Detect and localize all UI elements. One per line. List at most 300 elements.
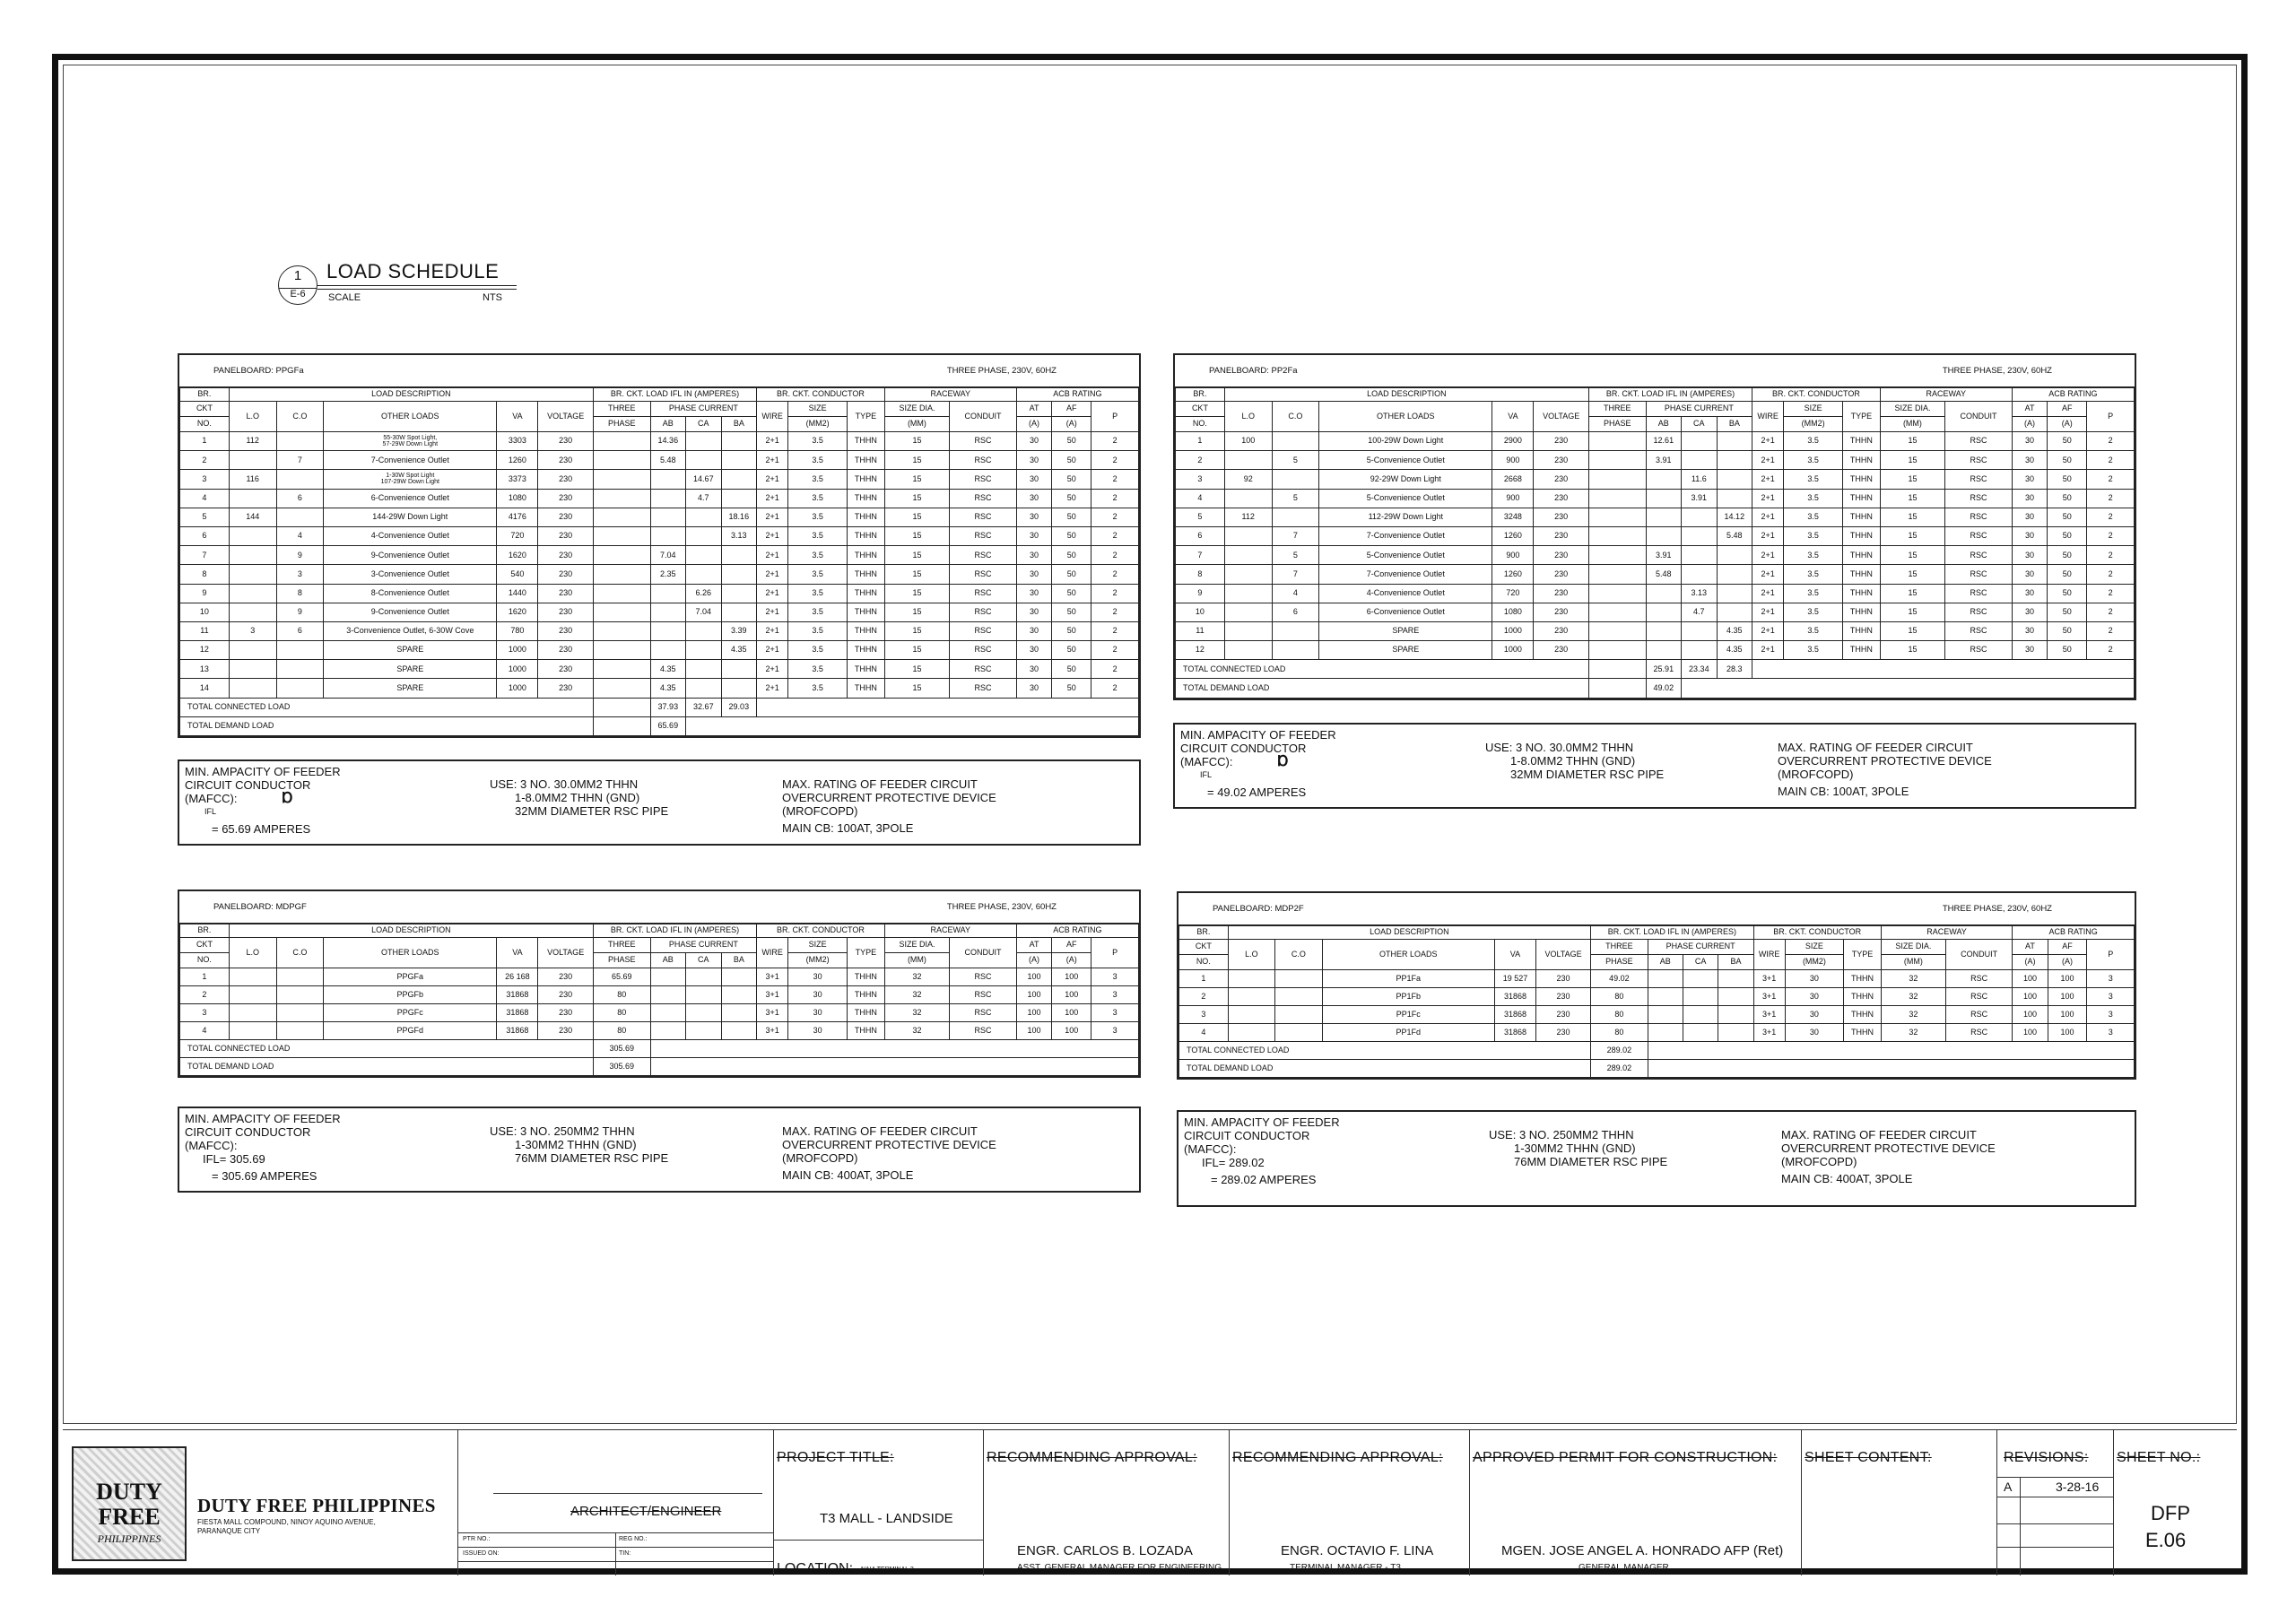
total-demand-row <box>180 1058 1139 1076</box>
table-cell: 230 <box>1535 988 1590 1006</box>
table-cell <box>1683 1006 1718 1024</box>
table-cell: 6 <box>1176 526 1225 545</box>
table-cell <box>721 660 757 679</box>
table-cell: THHN <box>1843 546 1881 565</box>
table-row <box>1176 565 2135 584</box>
panel-header <box>178 353 1141 386</box>
feeder-text: MAIN CB: 100AT, 3POLE <box>782 821 914 835</box>
table-cell: 3.5 <box>1784 603 1843 621</box>
table-cell: 3.5 <box>788 641 848 660</box>
table-cell: RSC <box>1945 1006 2012 1024</box>
table-cell <box>1588 584 1646 603</box>
table-cell <box>229 1022 276 1040</box>
table-cell: VOLTAGE <box>1534 402 1588 432</box>
table-cell: 28.3 <box>1717 660 1752 679</box>
table-cell <box>1717 470 1752 489</box>
table-cell: 9 <box>180 584 230 603</box>
table-cell: RSC <box>950 489 1017 508</box>
table-cell: 50 <box>2048 621 2087 640</box>
feeder-text: 32MM DIAMETER RSC PIPE <box>515 804 669 818</box>
table-cell: NO. <box>180 417 230 432</box>
table-cell: SIZE <box>1784 402 1843 417</box>
table-cell: 2+1 <box>757 546 788 565</box>
table-row <box>1179 1024 2135 1042</box>
table-cell: NO. <box>1176 417 1225 432</box>
table-cell: 32 <box>1881 988 1945 1006</box>
table-cell: 50 <box>2048 565 2087 584</box>
table-cell: 230 <box>1534 546 1588 565</box>
table-cell: 4.35 <box>1717 621 1752 640</box>
table-cell <box>650 621 686 640</box>
table-cell: AT <box>1016 938 1052 953</box>
table-cell: CA <box>686 417 722 432</box>
table-row <box>180 584 1139 603</box>
table-cell: (A) <box>1052 953 1091 968</box>
table-cell: AT <box>2012 402 2048 417</box>
table-cell: 289.02 <box>1591 1060 1648 1078</box>
feeder-text: (MROFCOPD) <box>782 804 858 818</box>
table-cell: 100 <box>1016 1022 1052 1040</box>
table-cell: RSC <box>1945 988 2012 1006</box>
table-cell: 80 <box>593 986 650 1004</box>
feeder-text: CIRCUIT CONDUCTOR <box>1180 742 1307 755</box>
table-cell <box>650 470 686 489</box>
table-row <box>180 432 1139 451</box>
table-cell: 1260 <box>497 451 538 470</box>
table-cell: 30 <box>2012 641 2048 660</box>
divider <box>1469 1430 1470 1575</box>
table-row <box>180 986 1139 1004</box>
table-cell: 15 <box>1880 526 1944 545</box>
feeder-text: OVERCURRENT PROTECTIVE DEVICE <box>782 791 996 804</box>
ptr-no: PTR NO.: <box>463 1536 491 1542</box>
table-cell: RSC <box>950 565 1017 584</box>
feeder-amps: = 65.69 AMPERES <box>212 822 311 836</box>
table-row <box>1176 641 2135 660</box>
table-cell <box>650 489 686 508</box>
feeder-text: 1-8.0MM2 THHN (GND) <box>515 791 640 804</box>
table-cell: 30 <box>788 968 848 986</box>
table-cell: RSC <box>1945 489 2013 508</box>
section-sheet-ref: E-6 <box>279 288 317 299</box>
table-cell <box>1588 565 1646 584</box>
table-cell: 900 <box>1492 489 1534 508</box>
table-cell: 3 <box>1179 1006 1229 1024</box>
table-cell: 3.5 <box>788 526 848 545</box>
feeder-use <box>1485 741 1664 781</box>
title-block <box>63 1429 2237 1575</box>
table-cell: 2+1 <box>757 660 788 679</box>
table-cell: 116 <box>229 470 276 489</box>
table-cell: 2 <box>2087 546 2135 565</box>
table-cell: VA <box>497 938 538 968</box>
table-row <box>180 1022 1139 1040</box>
table-cell: OTHER LOADS <box>1319 402 1492 432</box>
table-cell: THHN <box>1843 603 1881 621</box>
table-row <box>1176 546 2135 565</box>
table-cell: 230 <box>538 432 593 451</box>
feeder-text: MAX. RATING OF FEEDER CIRCUIT <box>1778 741 1973 754</box>
table-cell <box>1224 584 1272 603</box>
table-cell: THHN <box>1843 508 1881 526</box>
table-cell <box>1588 603 1646 621</box>
table-cell: C.O <box>1275 940 1322 970</box>
table-cell: RSC <box>1945 508 2013 526</box>
ifl-label: IFL <box>204 807 217 816</box>
total-demand-row <box>180 716 1139 735</box>
table-cell: 1620 <box>497 603 538 621</box>
table-cell <box>686 526 722 545</box>
revision-letter: A <box>2004 1480 2013 1494</box>
table-cell: 1 <box>1176 432 1225 451</box>
table-cell: 2 <box>1091 679 1139 698</box>
table-cell <box>650 641 686 660</box>
table-cell <box>1588 489 1646 508</box>
feeder-max <box>782 777 996 835</box>
rec-approval-1-name: ENGR. CARLOS B. LOZADA <box>1017 1543 1193 1558</box>
table-cell: 4176 <box>497 508 538 526</box>
table-cell: L.O <box>1228 940 1274 970</box>
table-cell: PHASE CURRENT <box>650 402 757 417</box>
table-cell: 230 <box>538 584 593 603</box>
feeder-text: OVERCURRENT PROTECTIVE DEVICE <box>1781 1141 1996 1155</box>
table-cell: 230 <box>1534 432 1588 451</box>
feeder-text: MIN. AMPACITY OF FEEDER <box>185 1112 341 1125</box>
table-cell: 2 <box>2087 470 2135 489</box>
table-cell <box>686 660 722 679</box>
table-cell: ACB RATING <box>1016 924 1138 938</box>
table-cell: SIZE DIA. <box>884 938 949 953</box>
table-cell <box>593 660 650 679</box>
table-cell <box>721 565 757 584</box>
table-cell: 100 <box>1052 968 1091 986</box>
table-cell: 3.5 <box>788 470 848 489</box>
table-cell: 3.91 <box>1682 489 1718 508</box>
table-cell: (MM2) <box>1784 417 1843 432</box>
table-cell: 80 <box>1591 1024 1648 1042</box>
table-cell: 7-Convenience Outlet <box>1319 565 1492 584</box>
table-cell: 3.5 <box>1784 584 1843 603</box>
table-cell <box>1648 988 1683 1006</box>
table-cell: 5-Convenience Outlet <box>1319 451 1492 470</box>
table-cell: 3+1 <box>1753 1024 1785 1042</box>
table-cell <box>721 470 757 489</box>
table-cell: 25.91 <box>1646 660 1682 679</box>
table-cell: 100 <box>1052 1004 1091 1022</box>
table-cell: 2+1 <box>757 584 788 603</box>
feeder-text: 32MM DIAMETER RSC PIPE <box>1510 768 1665 781</box>
divider <box>2020 1477 2021 1575</box>
table-cell: RSC <box>1945 621 2013 640</box>
table-cell <box>1718 988 1753 1006</box>
table-cell: THHN <box>1843 451 1881 470</box>
table-cell: 50 <box>2048 451 2087 470</box>
table-cell: 3.5 <box>1784 432 1843 451</box>
table-cell: 2+1 <box>1752 470 1784 489</box>
table-cell: L.O <box>229 402 276 432</box>
table-cell: VA <box>1495 940 1536 970</box>
address-line-2: PARANAQUE CITY <box>197 1527 261 1535</box>
table-cell: BR. CKT. CONDUCTOR <box>1752 388 1881 402</box>
table-cell: 2 <box>2087 565 2135 584</box>
table-cell <box>593 603 650 621</box>
table-cell <box>1275 970 1322 988</box>
table-cell: 1000 <box>1492 621 1534 640</box>
table-cell <box>686 621 722 640</box>
table-cell: 30 <box>788 986 848 1004</box>
divider <box>1996 1547 2113 1548</box>
table-cell: P <box>1091 402 1139 432</box>
table-cell: 230 <box>538 603 593 621</box>
table-cell: 37.93 <box>650 698 686 716</box>
table-cell <box>276 968 324 986</box>
table-cell <box>650 508 686 526</box>
table-cell: L.O <box>229 938 276 968</box>
table-cell: THHN <box>848 508 885 526</box>
table-cell: 2 <box>1091 621 1139 640</box>
divider <box>1996 1430 1997 1575</box>
table-cell: THHN <box>848 432 885 451</box>
table-cell: 10 <box>1176 603 1225 621</box>
table-cell: 3.91 <box>1646 451 1682 470</box>
table-row <box>1176 432 2135 451</box>
table-cell <box>1588 451 1646 470</box>
table-cell: 30 <box>1016 451 1052 470</box>
table-cell: 2+1 <box>757 451 788 470</box>
feeder-pp2fa <box>1173 723 2136 809</box>
table-cell <box>229 451 276 470</box>
table-cell: BR. CKT. CONDUCTOR <box>757 388 885 402</box>
panel-mdp2f <box>1177 891 2136 1080</box>
table-cell <box>1718 1006 1753 1024</box>
table-cell <box>721 584 757 603</box>
table-cell: 100 <box>2048 970 2087 988</box>
table-row <box>180 451 1139 470</box>
ifl-label: IFL <box>1200 770 1213 779</box>
table-cell: RSC <box>950 986 1017 1004</box>
table-cell: THHN <box>1844 1024 1882 1042</box>
table-cell: 19 527 <box>1495 970 1536 988</box>
table-cell <box>1588 546 1646 565</box>
table-cell: 2+1 <box>1752 621 1784 640</box>
panel-name: PANELBOARD: PP2Fa <box>1209 366 1298 376</box>
table-cell <box>1682 621 1718 640</box>
table-cell: 32 <box>884 986 949 1004</box>
table-cell: CKT <box>1179 940 1229 955</box>
panel-name: PANELBOARD: MDPGF <box>213 902 307 912</box>
table-cell <box>1588 641 1646 660</box>
feeder-text: (MAFCC): <box>1184 1142 1237 1156</box>
table-cell <box>229 679 276 698</box>
table-cell <box>1224 451 1272 470</box>
table-cell <box>1648 1042 2134 1060</box>
table-cell: 15 <box>884 584 949 603</box>
table-cell: 50 <box>1052 584 1091 603</box>
table-cell <box>1228 1024 1274 1042</box>
feeder-text: USE: 3 NO. 30.0MM2 THHN <box>490 777 639 791</box>
table-cell: RSC <box>950 432 1017 451</box>
table-cell: 32 <box>1881 970 1945 988</box>
table-cell: 15 <box>1880 470 1944 489</box>
table-cell: 50 <box>2048 508 2087 526</box>
table-cell <box>276 432 324 451</box>
table-cell: 30 <box>2012 565 2048 584</box>
table-cell: 2 <box>2087 621 2135 640</box>
table-cell <box>1717 603 1752 621</box>
table-cell: RACEWAY <box>884 924 1016 938</box>
table-cell: 15 <box>884 451 949 470</box>
table-cell: THHN <box>1843 432 1881 451</box>
table-cell <box>1648 970 1683 988</box>
load-schedule-table <box>179 387 1139 736</box>
table-cell: 13 <box>180 660 230 679</box>
approved-name: MGEN. JOSE ANGEL A. HONRADO AFP (Ret) <box>1501 1543 1784 1558</box>
table-row <box>1179 988 2135 1006</box>
table-cell: 5 <box>180 508 230 526</box>
table-row <box>180 565 1139 584</box>
table-cell: 6 <box>180 526 230 545</box>
table-cell: SIZE <box>788 402 848 417</box>
table-cell: RSC <box>950 1004 1017 1022</box>
table-row <box>180 679 1139 698</box>
table-cell: ACB RATING <box>1016 388 1138 402</box>
scale-label: SCALE <box>328 292 361 303</box>
table-cell: 31868 <box>1495 1024 1536 1042</box>
table-cell <box>757 698 1139 716</box>
table-cell: 2+1 <box>1752 451 1784 470</box>
table-cell: PPGFa <box>324 968 497 986</box>
table-cell: 30 <box>2012 508 2048 526</box>
table-cell: 6 <box>276 621 324 640</box>
feeder-max <box>782 1124 996 1182</box>
table-cell: 3 <box>276 565 324 584</box>
table-cell <box>1224 526 1272 545</box>
panel-mdpgf <box>178 890 1141 1078</box>
table-cell: 50 <box>1052 565 1091 584</box>
table-cell <box>229 526 276 545</box>
panel-header <box>1173 353 2136 386</box>
panel-phase-info: THREE PHASE, 230V, 60HZ <box>1942 366 2052 376</box>
table-cell: 112-29W Down Light <box>1319 508 1492 526</box>
table-cell <box>1646 526 1682 545</box>
divider <box>773 1430 774 1575</box>
table-cell <box>1752 660 2135 679</box>
table-cell <box>1275 1024 1322 1042</box>
table-cell: 3.13 <box>721 526 757 545</box>
table-cell: TYPE <box>1843 402 1881 432</box>
table-cell <box>593 584 650 603</box>
table-cell: RSC <box>1945 603 2013 621</box>
table-cell: THHN <box>848 565 885 584</box>
table-cell: (MM2) <box>788 953 848 968</box>
table-cell: 2 <box>2087 603 2135 621</box>
section-title <box>278 258 511 308</box>
table-cell: OTHER LOADS <box>324 938 497 968</box>
load-schedule-table <box>1175 387 2135 699</box>
section-number: 1 <box>293 268 302 283</box>
table-cell: 5 <box>1176 508 1225 526</box>
table-cell <box>1683 988 1718 1006</box>
table-cell <box>650 1004 686 1022</box>
table-cell: 50 <box>2048 546 2087 565</box>
table-cell: RSC <box>950 546 1017 565</box>
table-cell: 31868 <box>497 986 538 1004</box>
table-cell: CONDUIT <box>950 938 1017 968</box>
table-cell <box>1682 432 1718 451</box>
table-cell: 15 <box>884 470 949 489</box>
table-cell: 100 <box>1016 1004 1052 1022</box>
table-cell: 50 <box>1052 679 1091 698</box>
total-connected-row <box>1176 660 2135 679</box>
table-cell: 4 <box>1179 1024 1229 1042</box>
feeder-text: MAX. RATING OF FEEDER CIRCUIT <box>1781 1128 1977 1141</box>
table-cell: 900 <box>1492 451 1534 470</box>
table-cell <box>593 526 650 545</box>
table-cell: 100 <box>2013 1024 2048 1042</box>
table-cell: RSC <box>950 621 1017 640</box>
table-cell: L.O <box>1224 402 1272 432</box>
table-cell: PPGFc <box>324 1004 497 1022</box>
table-cell: THREE <box>1591 940 1648 955</box>
table-cell: 2+1 <box>757 470 788 489</box>
table-cell: 2+1 <box>757 565 788 584</box>
feeder-text: CIRCUIT CONDUCTOR <box>185 1125 311 1139</box>
table-cell: THREE <box>1588 402 1646 417</box>
table-cell: 30 <box>1016 489 1052 508</box>
feeder-text: MIN. AMPACITY OF FEEDER <box>1184 1115 1340 1129</box>
table-cell: 2+1 <box>1752 432 1784 451</box>
table-cell <box>229 565 276 584</box>
table-cell: THHN <box>848 679 885 698</box>
table-cell: 49.02 <box>1591 970 1648 988</box>
table-cell: 230 <box>538 968 593 986</box>
table-cell: 1620 <box>497 546 538 565</box>
table-cell: 305.69 <box>593 1058 650 1076</box>
divider <box>1996 1477 2113 1478</box>
table-cell <box>593 508 650 526</box>
feeder-use <box>490 777 668 818</box>
table-cell: 15 <box>884 641 949 660</box>
table-cell: VOLTAGE <box>1535 940 1590 970</box>
rec-approval-2-title: TERMINAL MANAGER - T3 <box>1290 1563 1401 1573</box>
table-cell: 4.35 <box>721 641 757 660</box>
table-cell: 100 <box>1052 1022 1091 1040</box>
panel-header <box>1177 891 2136 924</box>
table-cell <box>1228 970 1274 988</box>
table-cell: 50 <box>1052 432 1091 451</box>
table-cell: (MM2) <box>1785 955 1844 970</box>
table-cell: 15 <box>884 660 949 679</box>
table-cell: THHN <box>848 1022 885 1040</box>
table-cell: 4.7 <box>686 489 722 508</box>
table-cell: BA <box>721 953 757 968</box>
table-cell: 6-Convenience Outlet <box>1319 603 1492 621</box>
table-cell: 230 <box>1534 526 1588 545</box>
table-cell: BA <box>1717 417 1752 432</box>
table-cell: 3 <box>180 1004 230 1022</box>
table-cell: 230 <box>538 1022 593 1040</box>
table-cell: 900 <box>1492 546 1534 565</box>
table-cell <box>1646 621 1682 640</box>
table-cell: PHASE CURRENT <box>1646 402 1752 417</box>
table-cell: 49.02 <box>1646 679 1682 698</box>
table-cell: 1260 <box>1492 526 1534 545</box>
table-cell <box>650 584 686 603</box>
table-cell: 4.35 <box>1717 641 1752 660</box>
table-cell: (A) <box>1052 417 1091 432</box>
feeder-text: USE: 3 NO. 30.0MM2 THHN <box>1485 741 1634 754</box>
table-cell <box>686 451 722 470</box>
